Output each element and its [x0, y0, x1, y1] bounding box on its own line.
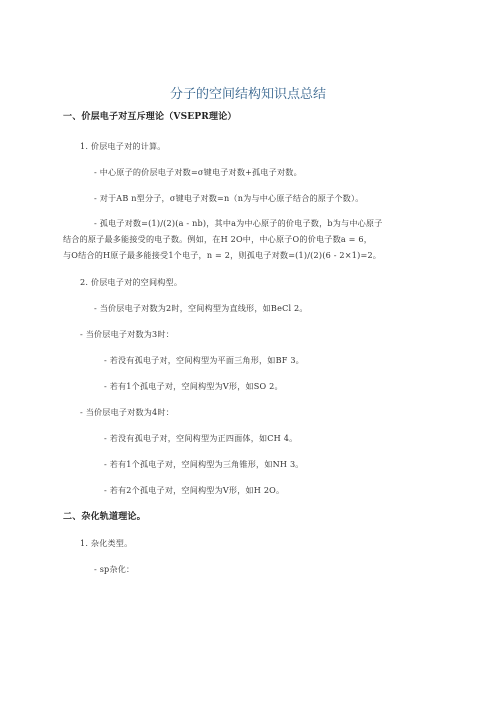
bullet-line: - 当价层电子对数为2时，空间构型为直线形，如BeCl 2。 — [94, 303, 308, 313]
sub-bullet-line: - 若没有孤电子对，空间构型为正四面体，如CH 4。 — [104, 433, 298, 443]
section-heading-hybridization: 二、杂化轨道理论。 — [63, 512, 146, 522]
sub-bullet-line: - 若有1个孤电子对，空间构型为三角锥形，如NH 3。 — [104, 459, 304, 469]
bullet-line: - sp杂化： — [94, 564, 135, 574]
bullet-line: - 当价层电子对数为4时： — [80, 407, 174, 417]
list-item: 1. 价层电子对的计算。 — [80, 141, 166, 151]
paragraph-line: 结合的原子最多能接受的电子数。例如，在H 2O中，中心原子O的价电子数a = 6， — [63, 234, 373, 244]
section-heading-vsepr: 一、价层电子对互斥理论（VSEPR理论） — [63, 112, 237, 122]
bullet-line: - 当价层电子对数为3时： — [80, 329, 174, 339]
list-item: 1. 杂化类型。 — [80, 538, 133, 548]
sub-bullet-line: - 若没有孤电子对，空间构型为平面三角形，如BF 3。 — [104, 355, 304, 365]
bullet-line: - 对于AB n型分子，σ键电子对数=n（n为与中心原子结合的原子个数）。 — [94, 193, 364, 203]
bullet-line: - 中心原子的价层电子对数=σ键电子对数+孤电子对数。 — [94, 167, 302, 177]
bullet-line: - 孤电子对数=(1)/(2)(a - nb)，其中a为中心原子的价电子数，b为与中心原子 — [94, 218, 383, 228]
document-title: 分子的空间结构知识点总结 — [169, 87, 326, 102]
sub-bullet-line: - 若有1个孤电子对，空间构型为V形，如SO 2。 — [104, 381, 283, 391]
sub-bullet-line: - 若有2个孤电子对，空间构型为V形，如H 2O。 — [104, 485, 285, 495]
list-item: 2. 价层电子对的空间构型。 — [80, 277, 183, 287]
paragraph-line: 与O结合的H原子最多能接受1个电子，n = 2，则孤电子对数=(1)/(2)(6 - 2×1)=2。 — [63, 250, 382, 260]
